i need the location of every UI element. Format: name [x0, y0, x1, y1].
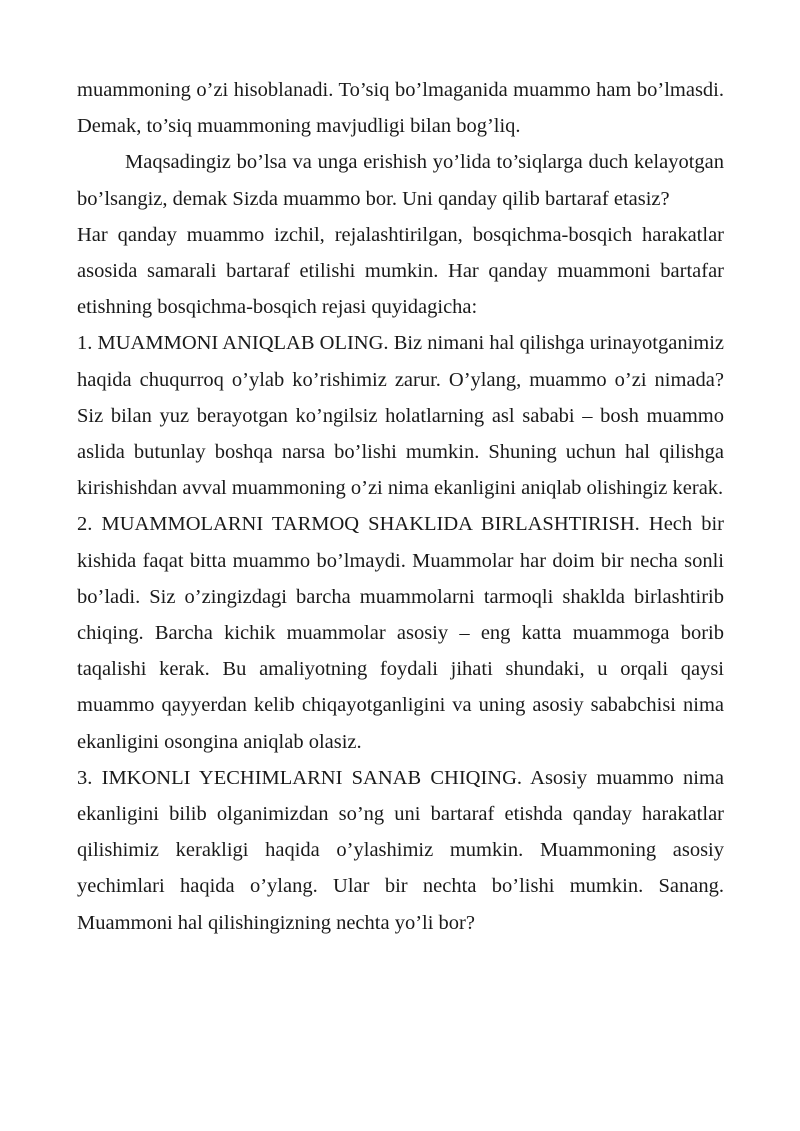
paragraph-step-2: 2. MUAMMOLARNI TARMOQ SHAKLIDA BIRLASHTIRISH. Hech bir kishida faqat bitta muammo bo’lmaydi. Muammolar har doim bir necha sonli bo’ladi. Siz o’zingizdagi barcha muammolarni tarmoqli shaklda birlashtirib chiqing. Barcha kichik muammolar asosiy – eng katta muammoga borib taqalishi kerak. Bu amaliyotning foydali jihati shundaki, u orqali qaysi muammo qayyerdan kelib chiqayotganligini va uning asosiy sababchisi nima ekanligini osongina aniqlab olasiz. [77, 513, 724, 753]
document-page [77, 72, 724, 941]
paragraph-plan-intro: Har qanday muammo izchil, rejalashtirilgan, bosqichma-bosqich harakatlar asosida samarali bartaraf etilishi mumkin. Har qanday muammoni bartafar etishning bosqichma-bosqich rejasi quyidagicha: [77, 223, 724, 319]
paragraph-step-3: 3. IMKONLI YECHIMLARNI SANAB CHIQING. Asosiy muammo nima ekanligini bilib olganimizdan so’ng uni bartaraf etishda qanday harakatlar qilishimiz kerakligi haqida o’ylashimiz mumkin. Muammoning asosiy yechimlari haqida o’ylang. Ular bir nechta bo’lishi mumkin. Sanang. Muammoni hal qilishingizning nechta yo’li bor? [77, 766, 724, 934]
paragraph-goal-question: Maqsadingiz bo’lsa va unga erishish yo’lida to’siqlarga duch kelayotgan bo’lsangiz, demak Sizda muammo bor. Uni qanday qilib bartaraf etasiz? [77, 151, 724, 210]
paragraph-step-1: 1. MUAMMONI ANIQLAB OLING. Biz nimani hal qilishga urinayotganimiz haqida chuqurroq o’ylab ko’rishimiz zarur. O’ylang, muammo o’zi nimada? Siz bilan yuz berayotgan ko’ngilsiz holatlarning asl sababi – bosh muammo aslida butunlay boshqa narsa bo’lishi mumkin. Shuning uchun hal qilishga kirishishdan avval muammoning o’zi nima ekanligini aniqlab olishingiz kerak. [77, 332, 724, 500]
paragraph-continuation: muammoning o’zi hisoblanadi. To’siq bo’lmaganida muammo ham bo’lmasdi. Demak, to’siq muammoning mavjudligi bilan bog’liq. [77, 79, 724, 138]
